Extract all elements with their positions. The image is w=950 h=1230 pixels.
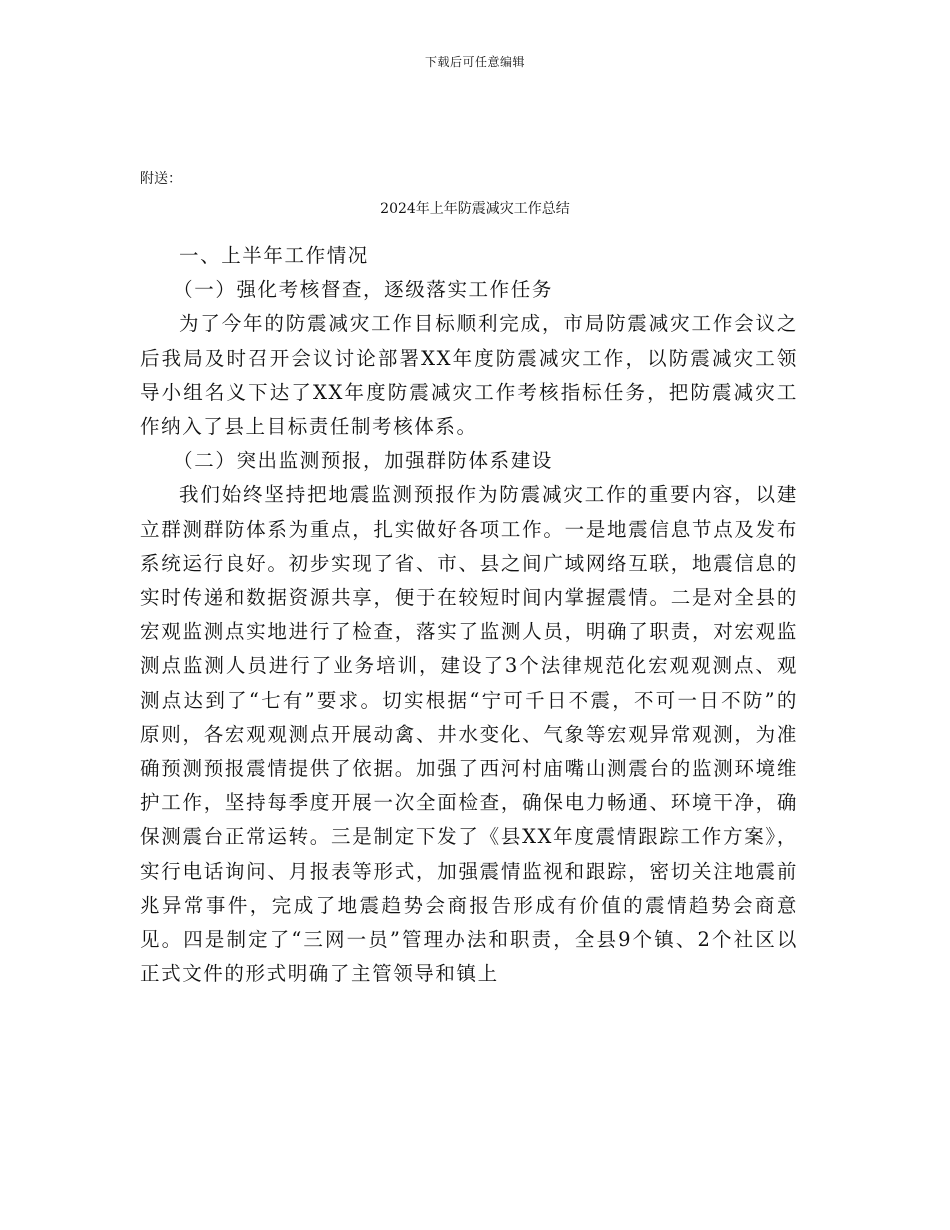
- page-header-note: 下载后可任意编辑: [424, 55, 525, 69]
- subsection-heading: （二）突出监测预报，加强群防体系建设: [173, 449, 553, 473]
- attachment-label: 附送：: [140, 171, 182, 187]
- document-title: 2024年上年防震减灾工作总结: [380, 201, 570, 217]
- paragraph: 我们始终坚持把地震监测预报作为防震减灾工作的重要内容，以建立群测群防体系为重点，扎实做好各项工作。一是地震信息节点及发布系统运行良好。初步实现了省、市、县之间广域网络互联，地震信息的实时传递和数据资源共享，便于在较短时间内掌握震情。二是对全县的宏观监测点实地进行了检查，落实了监测人员，明确了职责，对宏观监测点监测人员进行了业务培训，建设了3个法律规范化宏观观测点、观测点达到了“七有”要求。切实根据“宁可千日不震，不可一日不防”的原则，各宏观观测点开展动禽、井水变化、气象等宏观异常观测，为准确预测预报震情提供了依据。加强了西河村庙嘴山测震台的监测环境维护工作，坚持每季度开展一次全面检查，确保电力畅通、环境干净，确保测震台正常运转。三是制定下发了《县XX年度震情跟踪工作方案》，实行电话询问、月报表等形式，加强震情监视和跟踪，密切关注地震前兆异常事件，完成了地震趋势会商报告形成有价值的震情趋势会商意见。四是制定了“三网一员”管理办法和职责，全县9个镇、2个社区以正式文件的形式明确了主管领导和镇上: [140, 483, 798, 986]
- section-heading: 一、上半年工作情况: [179, 244, 369, 267]
- document-body: [140, 239, 798, 991]
- paragraph: 为了今年的防震减灾工作目标顺利完成，市局防震减灾工作会议之后我局及时召开会议讨论部署XX年度防震减灾工作，以防震减灾工领导小组名义下达了XX年度防震减灾工作考核指标任务，把防震减灾工作纳入了县上目标责任制考核体系。: [140, 312, 798, 439]
- subsection-heading: （一）强化考核督查，逐级落实工作任务: [173, 278, 553, 302]
